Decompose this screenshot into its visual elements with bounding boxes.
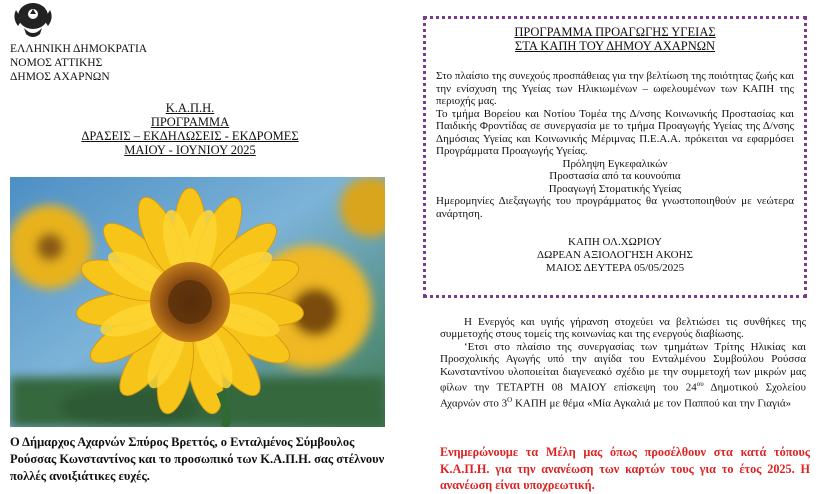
health-program-body — [436, 70, 794, 220]
ordinal-suffix-1: ου — [696, 380, 704, 389]
health-paragraph-2: Το τμήμα Βορείου και Νοτίου Τομέα της Δ/νσης Κοινωνικής Προστασίας και Παιδικής Φροντίδας σε συνεργασία με το τμήμα Προαγωγής Υγείας της Δ/νσης Δημόσιας Υγείας και Κοινωνικής Μέριμνας Π.Ε.Α.Α. πρόκειται να εφαρμόσει Προγράμματα Προαγωγής Υγείας. — [436, 107, 794, 157]
coat-of-arms-logo — [10, 0, 56, 40]
health-item-1: Πρόληψη Εγκεφαλικών — [562, 157, 668, 170]
health-paragraph-3: Ημερομηνίες Διεξαγωγής του προγράμματος θα γνωστοποιηθούν με νεώτερα ανάρτηση. — [436, 195, 794, 220]
ordinal-suffix-2: Ο — [507, 396, 513, 405]
program-title — [40, 101, 340, 157]
header-line-3: ΔΗΜΟΣ ΑΧΑΡΝΩΝ — [10, 71, 110, 83]
health-title-line-2: ΣΤΑ ΚΑΠΗ ΤΟΥ ΔΗΜΟΥ ΑΧΑΡΝΩΝ — [514, 39, 716, 53]
aging-paragraph-2-a: ‘Ετσι στο πλαίσιο της συνεργασίας των τμημάτων Τρίτης Ηλικίας και Προσχολικής Αγωγής υπό την αιγίδα του Ενταλμένου Συμβούλου Ρούσσα Κωνσταντίνου υλοποιείται διαγενεακό σχέδιο με την συμμετοχή των μικρών μας φίλων την ΤΕΤΑΡΤΗ 08 ΜΑΙΟΥ επίσκεψη του 24 — [440, 340, 806, 394]
aging-paragraph-2 — [440, 341, 806, 410]
health-program-title — [426, 25, 804, 53]
health-item-3: Προαγωγή Στοματικής Υγείας — [548, 182, 682, 195]
sunflower-photo — [10, 177, 385, 427]
active-aging-text — [440, 316, 806, 410]
header-line-2: ΝΟΜΟΣ ΑΤΤΙΚΗΣ — [10, 57, 103, 69]
program-title-line-4: ΜΑΙΟΥ - ΙΟΥΝΙΟΥ 2025 — [124, 143, 256, 157]
kapi-line-3: ΜΑΙΟΣ ΔΕΥΤΕΡΑ 05/05/2025 — [545, 262, 685, 274]
hearing-test-announcement — [426, 236, 804, 275]
program-title-line-3: ΔΡΑΣΕΙΣ – ΕΚΔΗΛΩΣΕΙΣ - ΕΚΔΡΟΜΕΣ — [81, 129, 299, 143]
header-line-1: ΕΛΛΗΝΙΚΗ ΔΗΜΟΚΡΑΤΙΑ — [10, 43, 148, 55]
municipality-header — [10, 42, 230, 84]
health-item-2: Προστασία από τα κουνούπια — [549, 170, 681, 182]
greeting-text: Ο Δήμαρχος Αχαρνών Σπύρος Βρεττός, ο Ενταλμένος Σύμβουλος Ρούσσας Κωνσταντίνος και το προσωπικό των Κ.Α.Π.Η. σας στέλνουν πολλές ανοιξιάτικες ευχές. — [10, 435, 385, 483]
aging-paragraph-1: Η Ενεργός και υγιής γήρανση στοχεύει να βελτιώσει τις συνθήκες της συμμετοχής στους τομείς της κοινωνίας και της ενεργούς διαβίωσης. — [440, 316, 806, 341]
health-title-line-1: ΠΡΟΓΡΑΜΜΑ ΠΡΟΑΓΩΓΗΣ ΥΓΕΙΑΣ — [514, 25, 716, 39]
aging-paragraph-2-b: Δημοτικού Σχολείου Αχαρνών στο 3 — [440, 381, 806, 410]
program-title-line-1: Κ.Α.Π.Η. — [165, 101, 215, 115]
kapi-line-1: ΚΑΠΗ ΟΛ.ΧΩΡΙΟΥ — [568, 236, 662, 248]
health-paragraph-1: Στο πλαίσιο της συνεχούς προσπάθειας για την βελτίωση της ποιότητας ζωής και την ενίσχυση της Υγείας των Ηλικιωμένων – ωφελουμένων των ΚΑΠΗ της περιοχής μας. — [436, 70, 794, 107]
card-renewal-notice: Ενημερώνουμε τα Μέλη μας όπως προσέλθουν στα κατά τόπους Κ.Α.Π.Η. για την ανανέωση των καρτών τους για το έτος 2025. Η ανανέωση είναι υποχρεωτική. — [440, 445, 810, 492]
program-title-line-2: ΠΡΟΓΡΑΜΜΑ — [150, 115, 230, 129]
aging-paragraph-2-c: ΚΑΠΗ με θέμα «Μία Αγκαλιά με τον Παππού και την Γιαγιά» — [512, 397, 792, 410]
kapi-line-2: ΔΩΡΕΑΝ ΑΞΙΟΛΟΓΗΣΗ ΑΚΟΗΣ — [537, 249, 693, 261]
